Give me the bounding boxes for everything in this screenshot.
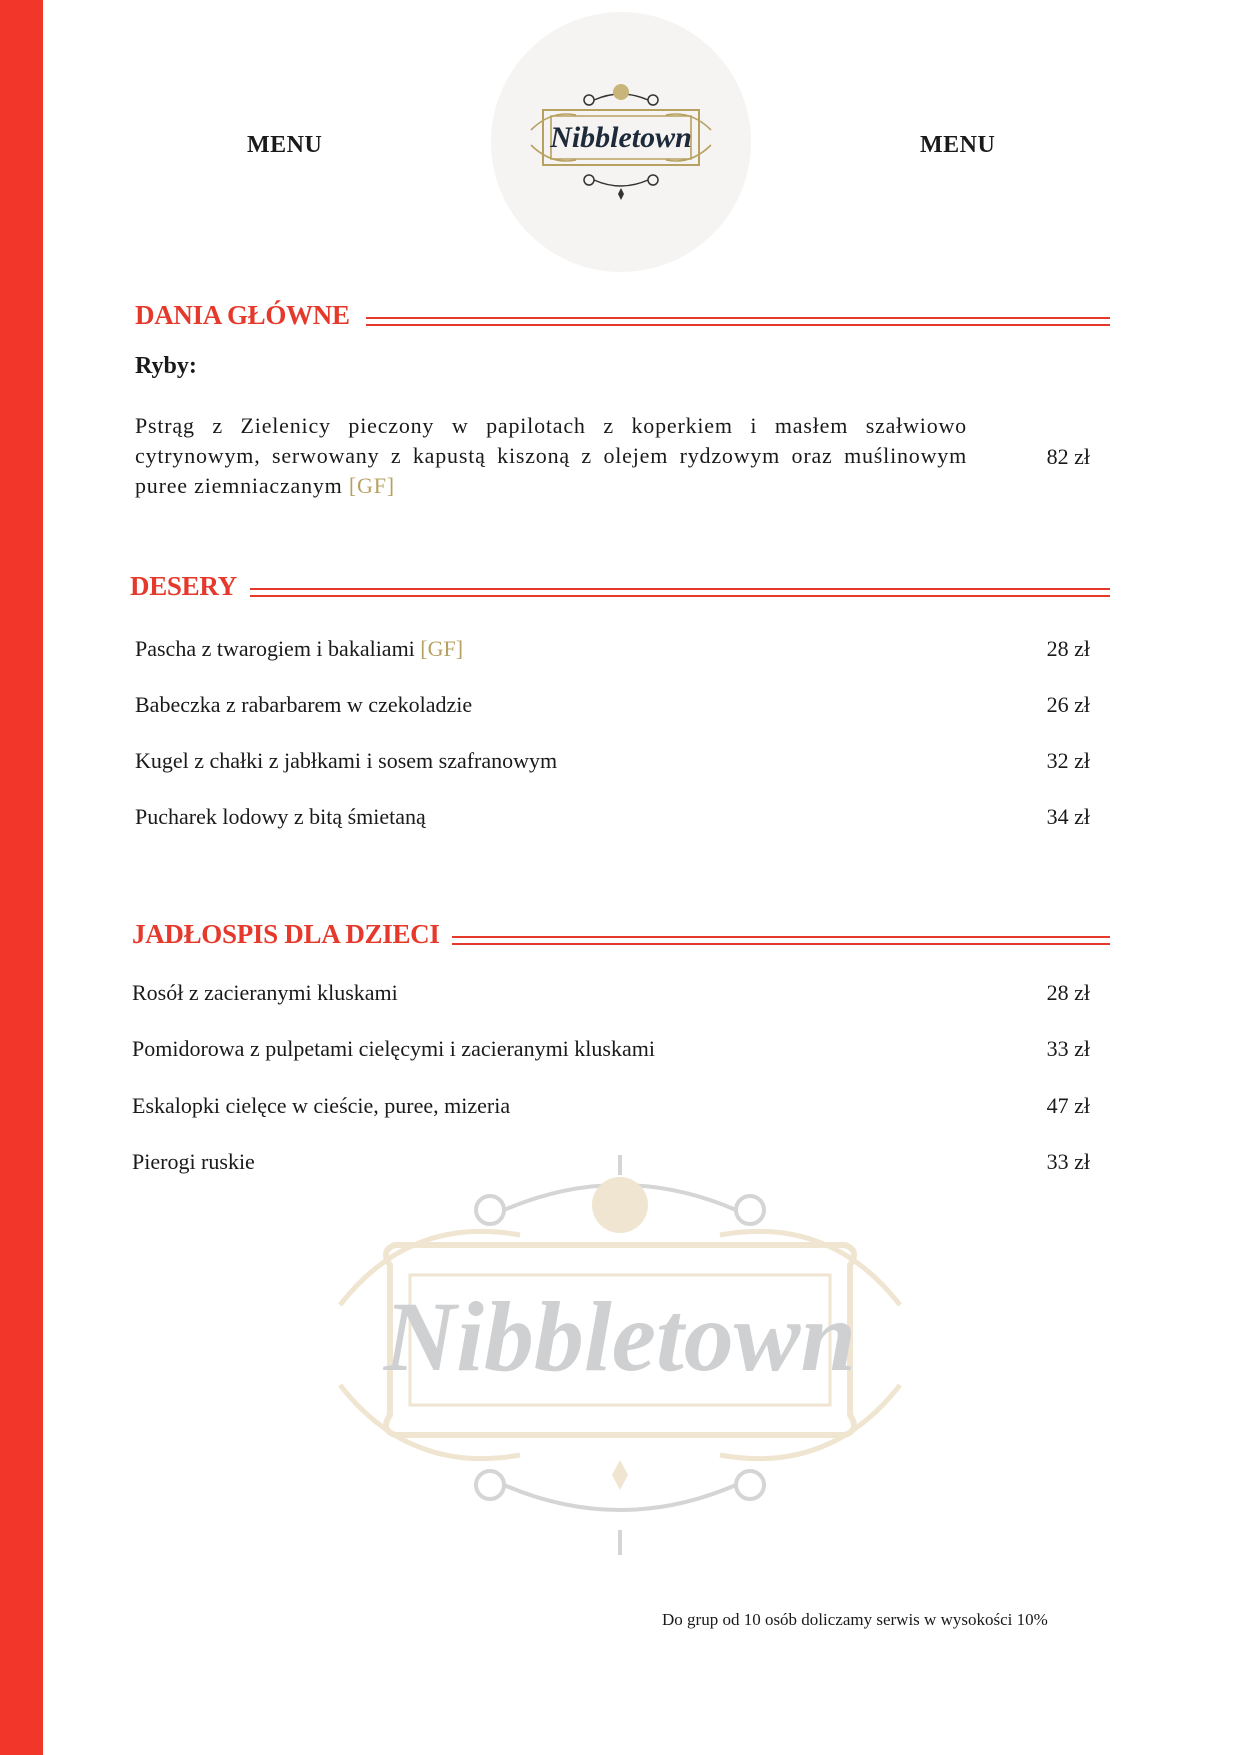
section-rule <box>366 317 1110 326</box>
side-accent-bar <box>0 0 43 1755</box>
item-price: 34 zł <box>1046 804 1090 829</box>
item-price: 28 zł <box>1046 980 1090 1005</box>
section-title-kids-menu: JADŁOSPIS DLA DZIECI <box>132 919 440 949</box>
item-price: 33 zł <box>1046 1036 1090 1061</box>
item-price: 26 zł <box>1046 692 1090 717</box>
section-desserts <box>0 571 1241 611</box>
menu-label-left: MENU <box>247 132 323 158</box>
dish-text: Pstrąg z Zielenicy pieczony w papilotach z koperkiem i masłem szałwiowo cytrynowym, serwowany z kapustą kiszoną z olejem rydzowym oraz muślinowym puree ziemniaczanym <box>135 413 967 498</box>
item-name: Babeczka z rabarbarem w czekoladzie <box>135 692 473 717</box>
section-rule <box>250 588 1110 597</box>
dish-price: 82 zł <box>1046 444 1090 469</box>
item-price: 33 zł <box>1046 1149 1090 1174</box>
section-main-dishes <box>0 300 1241 340</box>
item-name: Pucharek lodowy z bitą śmietaną <box>135 804 426 829</box>
list-item <box>135 804 1091 838</box>
logo-text: Nibbletown <box>550 121 692 154</box>
subsection-fish: Ryby: <box>135 353 197 379</box>
nibbletown-logo <box>521 70 721 210</box>
item-name: Pierogi ruskie <box>132 1149 255 1174</box>
list-item <box>135 748 1091 782</box>
item-name: Eskalopki cielęce w cieście, puree, mizeria <box>132 1093 511 1118</box>
watermark-text: Nibbletown <box>383 1281 857 1392</box>
section-rule <box>452 936 1110 945</box>
dish-description <box>135 411 967 501</box>
section-title-main-dishes: DANIA GŁÓWNE <box>135 300 350 330</box>
section-kids-menu <box>0 919 1241 959</box>
gluten-free-tag: [GF] <box>420 636 464 661</box>
list-item <box>132 980 1091 1014</box>
menu-label-right: MENU <box>920 132 996 158</box>
gluten-free-tag: [GF] <box>348 473 395 498</box>
list-item <box>132 1093 1091 1127</box>
list-item <box>135 636 1091 670</box>
item-price: 28 zł <box>1046 636 1090 661</box>
item-name: Kugel z chałki z jabłkami i sosem szafranowym <box>135 748 558 773</box>
item-price: 47 zł <box>1046 1093 1090 1118</box>
section-title-desserts: DESERY <box>130 571 237 601</box>
item-price: 32 zł <box>1046 748 1090 773</box>
service-charge-note: Do grup od 10 osób doliczamy serwis w wysokości 10% <box>662 1610 1048 1629</box>
item-name: Rosół z zacieranymi kluskami <box>132 980 398 1005</box>
watermark-logo <box>320 1155 920 1555</box>
item-name: Pomidorowa z pulpetami cielęcymi i zacieranymi kluskami <box>132 1036 655 1061</box>
item-name: Pascha z twarogiem i bakaliami <box>135 636 415 661</box>
list-item <box>132 1036 1091 1070</box>
list-item <box>135 692 1091 726</box>
